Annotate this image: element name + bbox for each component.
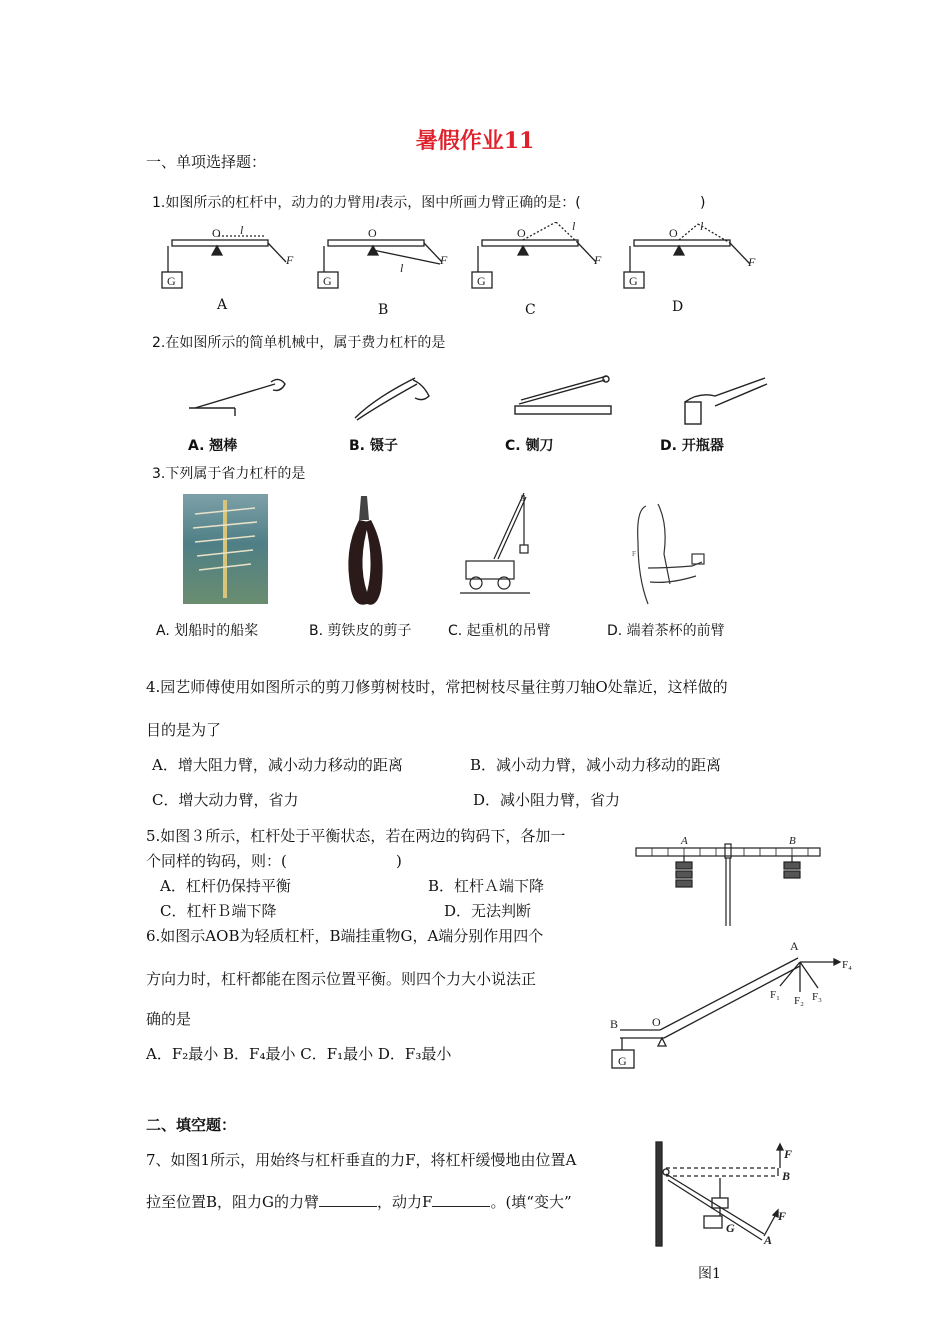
- q7-label-a: A: [764, 1233, 773, 1247]
- q5-paren-close: ): [396, 852, 402, 870]
- q6-line-2: 方向力时，杠杆都能在图示位置平衡。则四个力大小说法正: [146, 970, 537, 988]
- section-2-heading: 二、填空题：: [146, 1116, 237, 1134]
- q5-balance-figure: [632, 830, 824, 930]
- fig-label-l: l: [572, 222, 576, 233]
- q7-label-g: G: [726, 1221, 735, 1235]
- lever-label-f3: F₃: [812, 991, 822, 1003]
- lever-label-g: G: [618, 1054, 627, 1068]
- q1-option-c: C: [525, 302, 536, 318]
- svg-text:F: F: [632, 550, 636, 558]
- q7-blank-1: [319, 1206, 377, 1207]
- lever-label-b: B: [610, 1017, 619, 1031]
- lever-label-a: A: [790, 939, 799, 953]
- q5-option-a: A．杠杆仍保持平衡: [160, 877, 291, 895]
- fig-label-f: F: [748, 255, 756, 269]
- q3-option-c: C. 起重机的吊臂: [448, 623, 551, 639]
- lever-label-o: O: [652, 1015, 661, 1029]
- q5-line-2: 个同样的钩码，则：(: [146, 852, 287, 870]
- q1-option-d: D: [672, 299, 684, 315]
- q6-line-3: 确的是: [146, 1010, 192, 1028]
- q2-tool-figures: [185, 372, 785, 428]
- svg-text:B: B: [520, 494, 525, 503]
- fig-label-o: O: [517, 226, 526, 240]
- q4-line-1: 4.园艺师傅使用如图所示的剪刀修剪树枝时，常把树枝尽量往剪刀轴O处靠近，这样做的: [146, 678, 728, 696]
- fig-label-l: l: [240, 223, 244, 237]
- q4-option-c: C．增大动力臂，省力: [152, 791, 299, 809]
- balance-label-a: A: [681, 835, 688, 847]
- q2-option-a: A. 翘棒: [188, 438, 238, 454]
- q5-option-d: D．无法判断: [444, 902, 532, 920]
- q4-option-d: D．减小阻力臂，省力: [473, 791, 621, 809]
- forearm-figure: [628, 498, 710, 610]
- fig-label-l: l: [400, 261, 404, 275]
- q3-option-d: D. 端着茶杯的前臂: [607, 623, 725, 639]
- q3-option-b: B. 剪铁皮的剪子: [309, 623, 412, 639]
- q7-line-1: 7、如图1所示，用始终与杠杆垂直的力F，将杠杆缓慢地由位置A: [146, 1151, 577, 1169]
- fig-label-f: F: [286, 253, 294, 267]
- balance-label-b: B: [789, 835, 796, 847]
- q4-line-2: 目的是为了: [146, 721, 222, 739]
- fig-label-l: l: [700, 222, 704, 233]
- crane-figure: [458, 487, 532, 599]
- q5-option-b: B．杠杆Ａ端下降: [428, 877, 545, 895]
- q7-label-f-top: F: [784, 1147, 793, 1161]
- q5-option-c: C．杠杆Ｂ端下降: [160, 902, 277, 920]
- q7-line-2: 拉至位置B，阻力G的力臂 ，动力F 。(填“变大”: [146, 1193, 572, 1211]
- q3-text: 3.下列属于省力杠杆的是: [152, 466, 306, 482]
- boat-oar-photo: [183, 494, 268, 604]
- section-1-heading: 一、单项选择题：: [146, 153, 267, 171]
- q1-option-a: A: [217, 297, 228, 313]
- q4-option-a: A．增大阻力臂，减小动力移动的距离: [152, 756, 403, 774]
- fig-label-o: O: [368, 226, 377, 240]
- q1-text: 1.如图所示的杠杆中，动力的力臂用l表示，图中所画力臂正确的是：(: [152, 195, 581, 211]
- q5-line-1: 5.如图３所示，杠杆处于平衡状态，若在两边的钩码下，各加一: [146, 827, 566, 845]
- q4-option-b: B．减小动力臂，减小动力移动的距离: [470, 756, 722, 774]
- q7-blank-2: [432, 1206, 490, 1207]
- q2-text: 2.在如图所示的简单机械中，属于费力杠杆的是: [152, 335, 446, 351]
- fig-label-f: F: [594, 253, 602, 267]
- lever-label-f2: F₂: [794, 995, 804, 1007]
- fig-label-g: G: [629, 274, 638, 288]
- q7-figure: [652, 1140, 802, 1250]
- q1-option-b: B: [378, 302, 389, 318]
- q7-label-b: B: [782, 1169, 791, 1183]
- fig-label-g: G: [167, 274, 176, 288]
- lever-label-f4: F₄: [842, 959, 852, 971]
- q1-paren-close: ): [700, 195, 706, 211]
- fig-label-g: G: [477, 274, 486, 288]
- q2-option-c: C. 铡刀: [505, 438, 554, 454]
- fig-label-f: F: [440, 253, 448, 267]
- fig-label-o: O: [669, 226, 678, 240]
- q6-lever-figure: [604, 934, 864, 1074]
- figure-1-caption: 图1: [698, 1266, 721, 1282]
- q7-label-f-bottom: F: [778, 1209, 787, 1223]
- lever-label-f1: F₁: [770, 989, 780, 1001]
- fig-label-g: G: [323, 274, 332, 288]
- page-title: 暑假作业11: [415, 128, 535, 154]
- q2-option-b: B. 镊子: [349, 438, 398, 454]
- q6-options: A．F₂最小 B．F₄最小 C．F₁最小 D．F₃最小: [146, 1045, 452, 1063]
- tin-snips-figure: [343, 494, 393, 616]
- fig-label-o: O: [212, 226, 221, 240]
- q6-line-1: 6.如图示AOB为轻质杠杆，B端挂重物G，A端分别作用四个: [146, 927, 544, 945]
- q3-option-a: A. 划船时的船桨: [156, 623, 259, 639]
- q2-option-d: D. 开瓶器: [660, 438, 724, 454]
